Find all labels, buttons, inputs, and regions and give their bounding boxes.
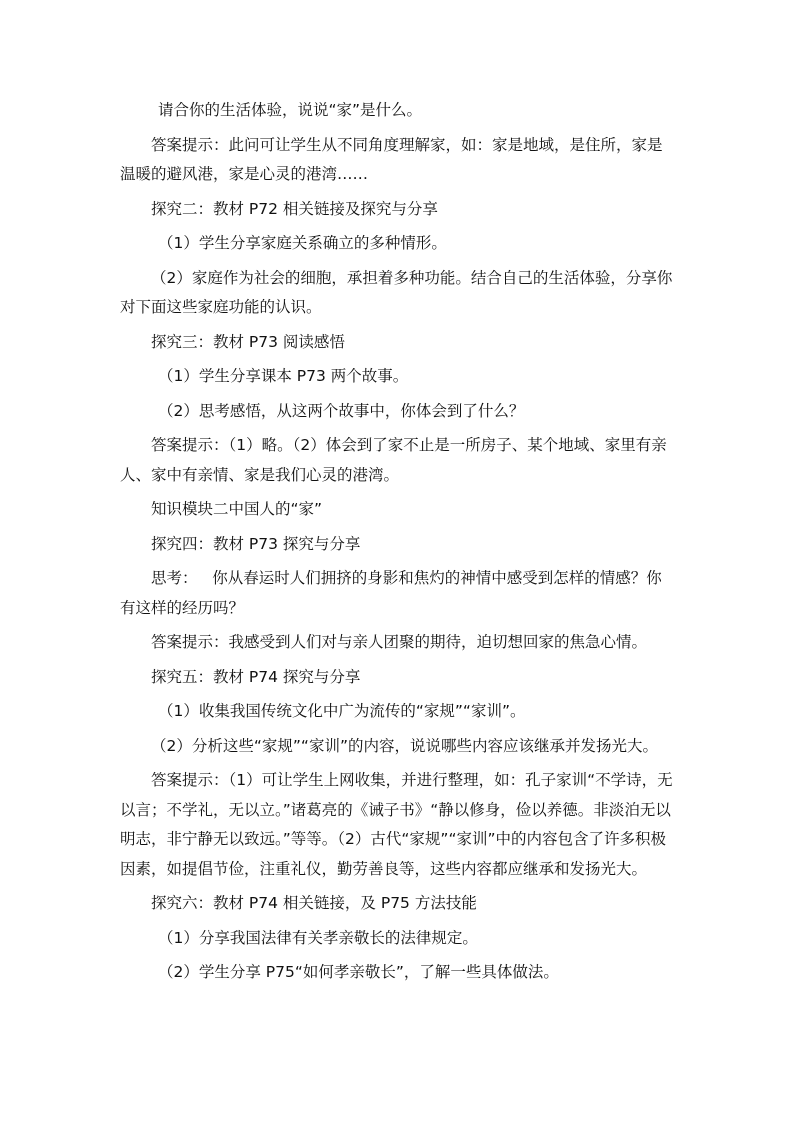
list-item: （2）思考感悟，从这两个故事中，你体会到了什么？ [158, 401, 525, 420]
list-item: （2）家庭作为社会的细胞，承担着多种功能。结合自己的生活体验，分享你对下面这些家庭功能的认识。 [120, 268, 673, 316]
answer-hint: 答案提示：（1）可让学生上网收集，并进行整理，如：孔子家训“不学诗，无以言；不学礼，无以立。”诸葛亮的《诫子书》“静以修身，俭以养德。非淡泊无以明志，非宁静无以致远。”等等。（2）古代“家规”“家训”中的内容包含了许多积极因素，如提倡节俭，注重礼仪，勤劳善良等，这些内容都应继承和发扬光大。 [120, 771, 673, 878]
section-heading: 探究四：教材 P73 探究与分享 [151, 534, 361, 553]
answer-hint: 答案提示：此问可让学生从不同角度理解家，如：家是地域，是住所，家是温暖的避风港，家是心灵的港湾…… [120, 135, 663, 183]
section-heading: 探究三：教材 P73 阅读感悟 [151, 332, 345, 351]
list-item: （1）学生分享家庭关系确立的多种情形。 [158, 234, 447, 252]
question-text: 思考： 你从春运时人们拥挤的身影和焦灼的神情中感受到怎样的情感？你有这样的经历吗？ [120, 569, 662, 617]
document-body [120, 96, 676, 993]
question-text: 请合你的生活体验，说说“家”是什么。 [158, 101, 423, 119]
list-item: （1）收集我国传统文化中广为流传的“家规”“家训”。 [158, 702, 526, 720]
answer-hint: 答案提示：我感受到人们对与亲人团聚的期待，迫切想回家的焦急心情。 [151, 633, 648, 651]
list-item: （2）学生分享 P75“如何孝亲敬长”，了解一些具体做法。 [158, 963, 559, 981]
section-heading: 探究六：教材 P74 相关链接，及 P75 方法技能 [151, 894, 477, 912]
section-heading: 探究二：教材 P72 相关链接及探究与分享 [151, 199, 438, 218]
list-item: （1）学生分享课本 P73 两个故事。 [158, 367, 409, 385]
section-heading: 探究五：教材 P74 探究与分享 [151, 667, 361, 686]
answer-hint: 答案提示：（1）略。（2）体会到了家不止是一所房子、某个地域、家里有亲人、家中有亲情、家是我们心灵的港湾。 [120, 436, 667, 484]
module-heading: 知识模块二中国人的“家” [151, 500, 323, 518]
list-item: （1）分享我国法律有关孝亲敬长的法律规定。 [158, 928, 478, 947]
list-item: （2）分析这些“家规”“家训”的内容，说说哪些内容应该继承并发扬光大。 [151, 736, 658, 755]
